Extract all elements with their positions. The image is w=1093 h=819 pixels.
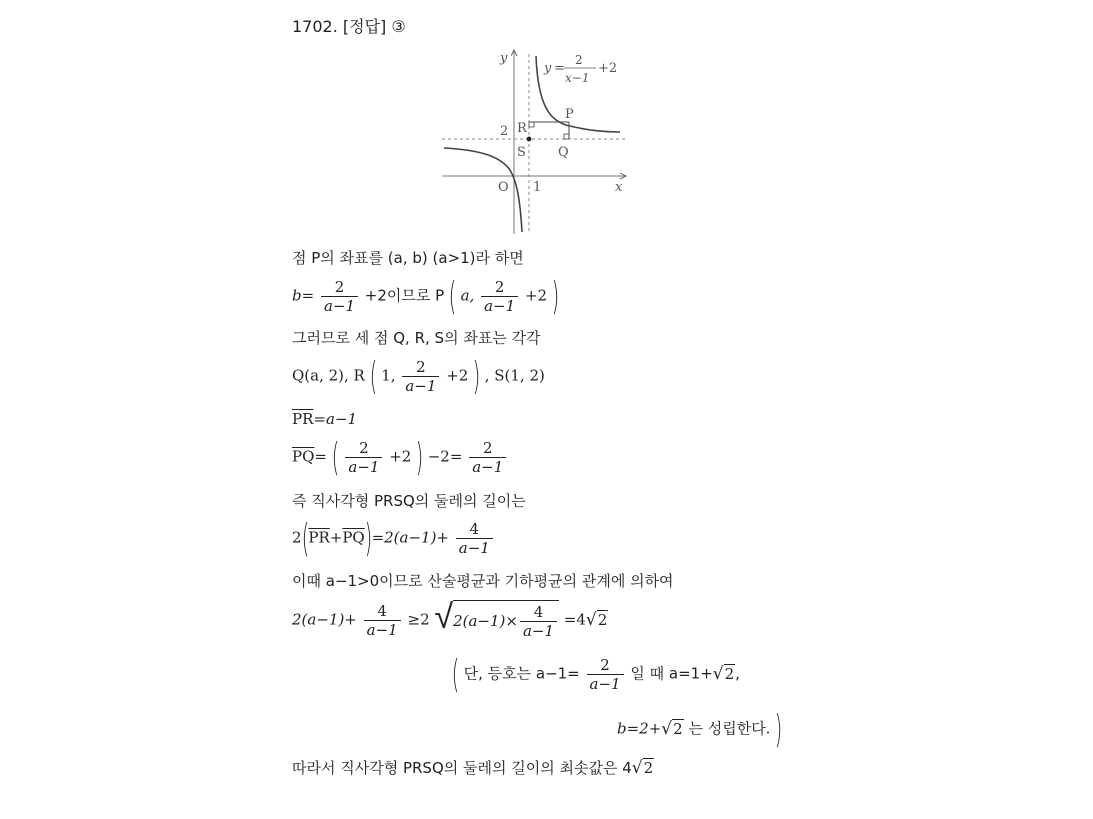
right-angle-R — [529, 122, 534, 127]
y-tick-2: 2 — [500, 124, 509, 139]
hyperbola-left-branch — [444, 148, 522, 232]
label-P: P — [565, 107, 574, 122]
l6-lparen: ( — [331, 435, 339, 479]
l6-frac2: $\frac{2}{a-1}$ — [469, 439, 506, 476]
function-tail: +2 — [598, 61, 618, 76]
l4-s: , S(1, 2) — [484, 366, 545, 385]
function-lhs: y — [544, 61, 552, 76]
line-equality-condition-1 — [451, 652, 740, 696]
l2-pre: b= — [292, 286, 315, 305]
l4-one: 1, — [381, 366, 396, 385]
right-angle-Q — [564, 134, 569, 139]
l8-two: 2 — [292, 528, 302, 547]
line-qrs-coordinates — [292, 354, 545, 398]
l8-rhs: =2(a−1)+ — [371, 528, 450, 547]
l6-pq: $\overline{PQ}$ — [292, 447, 315, 466]
l13-pre: 따라서 직사각형 PRSQ의 둘레의 길이의 최솟값은 4 — [292, 759, 632, 777]
l6-minus: −2= — [427, 447, 463, 466]
l2-rparen: ) — [551, 274, 559, 318]
l2-tail: +2 — [524, 286, 548, 305]
l12-rparen: ) — [774, 707, 783, 751]
l6-eq: = — [314, 447, 327, 466]
l2-frac: $\frac{2}{a-1}$ — [321, 278, 358, 315]
axis-y-label: y — [500, 51, 508, 66]
l5-rhs: =a−1 — [313, 410, 358, 428]
label-S: S — [517, 145, 526, 160]
axis-x-label: x — [615, 180, 623, 195]
line-conclusion — [292, 757, 654, 778]
l10-ge: ≥2 — [407, 610, 430, 629]
l11-pre: 단, 등호는 a−1= — [463, 664, 580, 683]
l8-frac: $\frac{4}{a-1}$ — [456, 520, 493, 557]
label-R: R — [517, 121, 527, 136]
l10-frac: $\frac{4}{a-1}$ — [364, 602, 401, 639]
l2-a: a, — [460, 286, 475, 305]
line-perimeter-intro: 즉 직사각형 PRSQ의 둘레의 길이는 — [292, 492, 526, 510]
l10-sqrt: √ 2(a−1)× $\frac{4}{a-1}$ — [434, 600, 559, 640]
line-perimeter-expression — [292, 516, 495, 560]
label-Q: Q — [558, 145, 569, 160]
l11-mid: 일 때 a=1+ — [630, 664, 713, 683]
l2-lparen: ( — [448, 274, 457, 318]
problem-header: 1702. [정답] ③ — [292, 17, 406, 36]
l4-frac: $\frac{2}{a-1}$ — [402, 358, 439, 395]
line-equality-condition-2 — [617, 707, 783, 751]
l2-frac2: $\frac{2}{a-1}$ — [481, 278, 518, 315]
x-tick-1: 1 — [533, 180, 542, 195]
l11-frac: $\frac{2}{a-1}$ — [587, 656, 624, 693]
line-b-expression — [292, 274, 559, 318]
l11-sqrt: √2 — [712, 663, 735, 684]
line-am-gm-inequality — [292, 597, 608, 640]
l6-plus: +2 — [389, 447, 412, 466]
l12-sqrt: √2 — [661, 718, 683, 739]
l6-frac: $\frac{2}{a-1}$ — [345, 439, 382, 476]
line-pq-length — [292, 435, 508, 479]
l6-rparen: ) — [415, 435, 424, 479]
l8-lparen: ( — [301, 516, 309, 560]
l4-tail: +2 — [446, 366, 469, 385]
l4-lparen: ( — [369, 354, 377, 398]
l12-pre: b=2+ — [617, 719, 662, 738]
function-den: x−1 — [565, 71, 590, 85]
l13-sqrt: √2 — [631, 758, 654, 778]
l5-pr: $\overline{PR}$ — [292, 410, 314, 428]
l10-rhs-sqrt: √2 — [585, 609, 608, 630]
l11-comma: , — [735, 664, 740, 683]
origin-label: O — [498, 180, 509, 195]
l12-tail: 는 성립한다. — [688, 719, 771, 738]
function-eq: = — [554, 61, 565, 76]
line-am-gm-intro: 이때 a−1>0이므로 산술평균과 기하평균의 관계에 의하여 — [292, 572, 674, 590]
line-pr-length — [292, 410, 357, 428]
hyperbola-graph — [440, 46, 650, 236]
line-point-coordinates: 점 P의 좌표를 (a, b) (a>1)라 하면 — [292, 249, 524, 267]
l2-mid: +2이므로 P — [364, 286, 445, 305]
l8-rparen: ) — [364, 516, 372, 560]
l10-lhs: 2(a−1)+ — [292, 610, 357, 629]
line-qrs-intro: 그러므로 세 점 Q, R, S의 좌표는 각각 — [292, 329, 541, 347]
function-num: 2 — [575, 53, 583, 67]
l11-lparen: ( — [451, 652, 460, 696]
l4-rparen: ) — [472, 354, 481, 398]
point-S-dot — [527, 137, 532, 142]
l8-plus: + — [329, 528, 343, 547]
l8-pr: $\overline{PR}$ — [308, 528, 330, 547]
l8-pq: $\overline{PQ}$ — [342, 528, 365, 547]
l4-q: Q(a, 2), R — [292, 366, 365, 385]
l10-rhs: =4 — [563, 610, 586, 629]
